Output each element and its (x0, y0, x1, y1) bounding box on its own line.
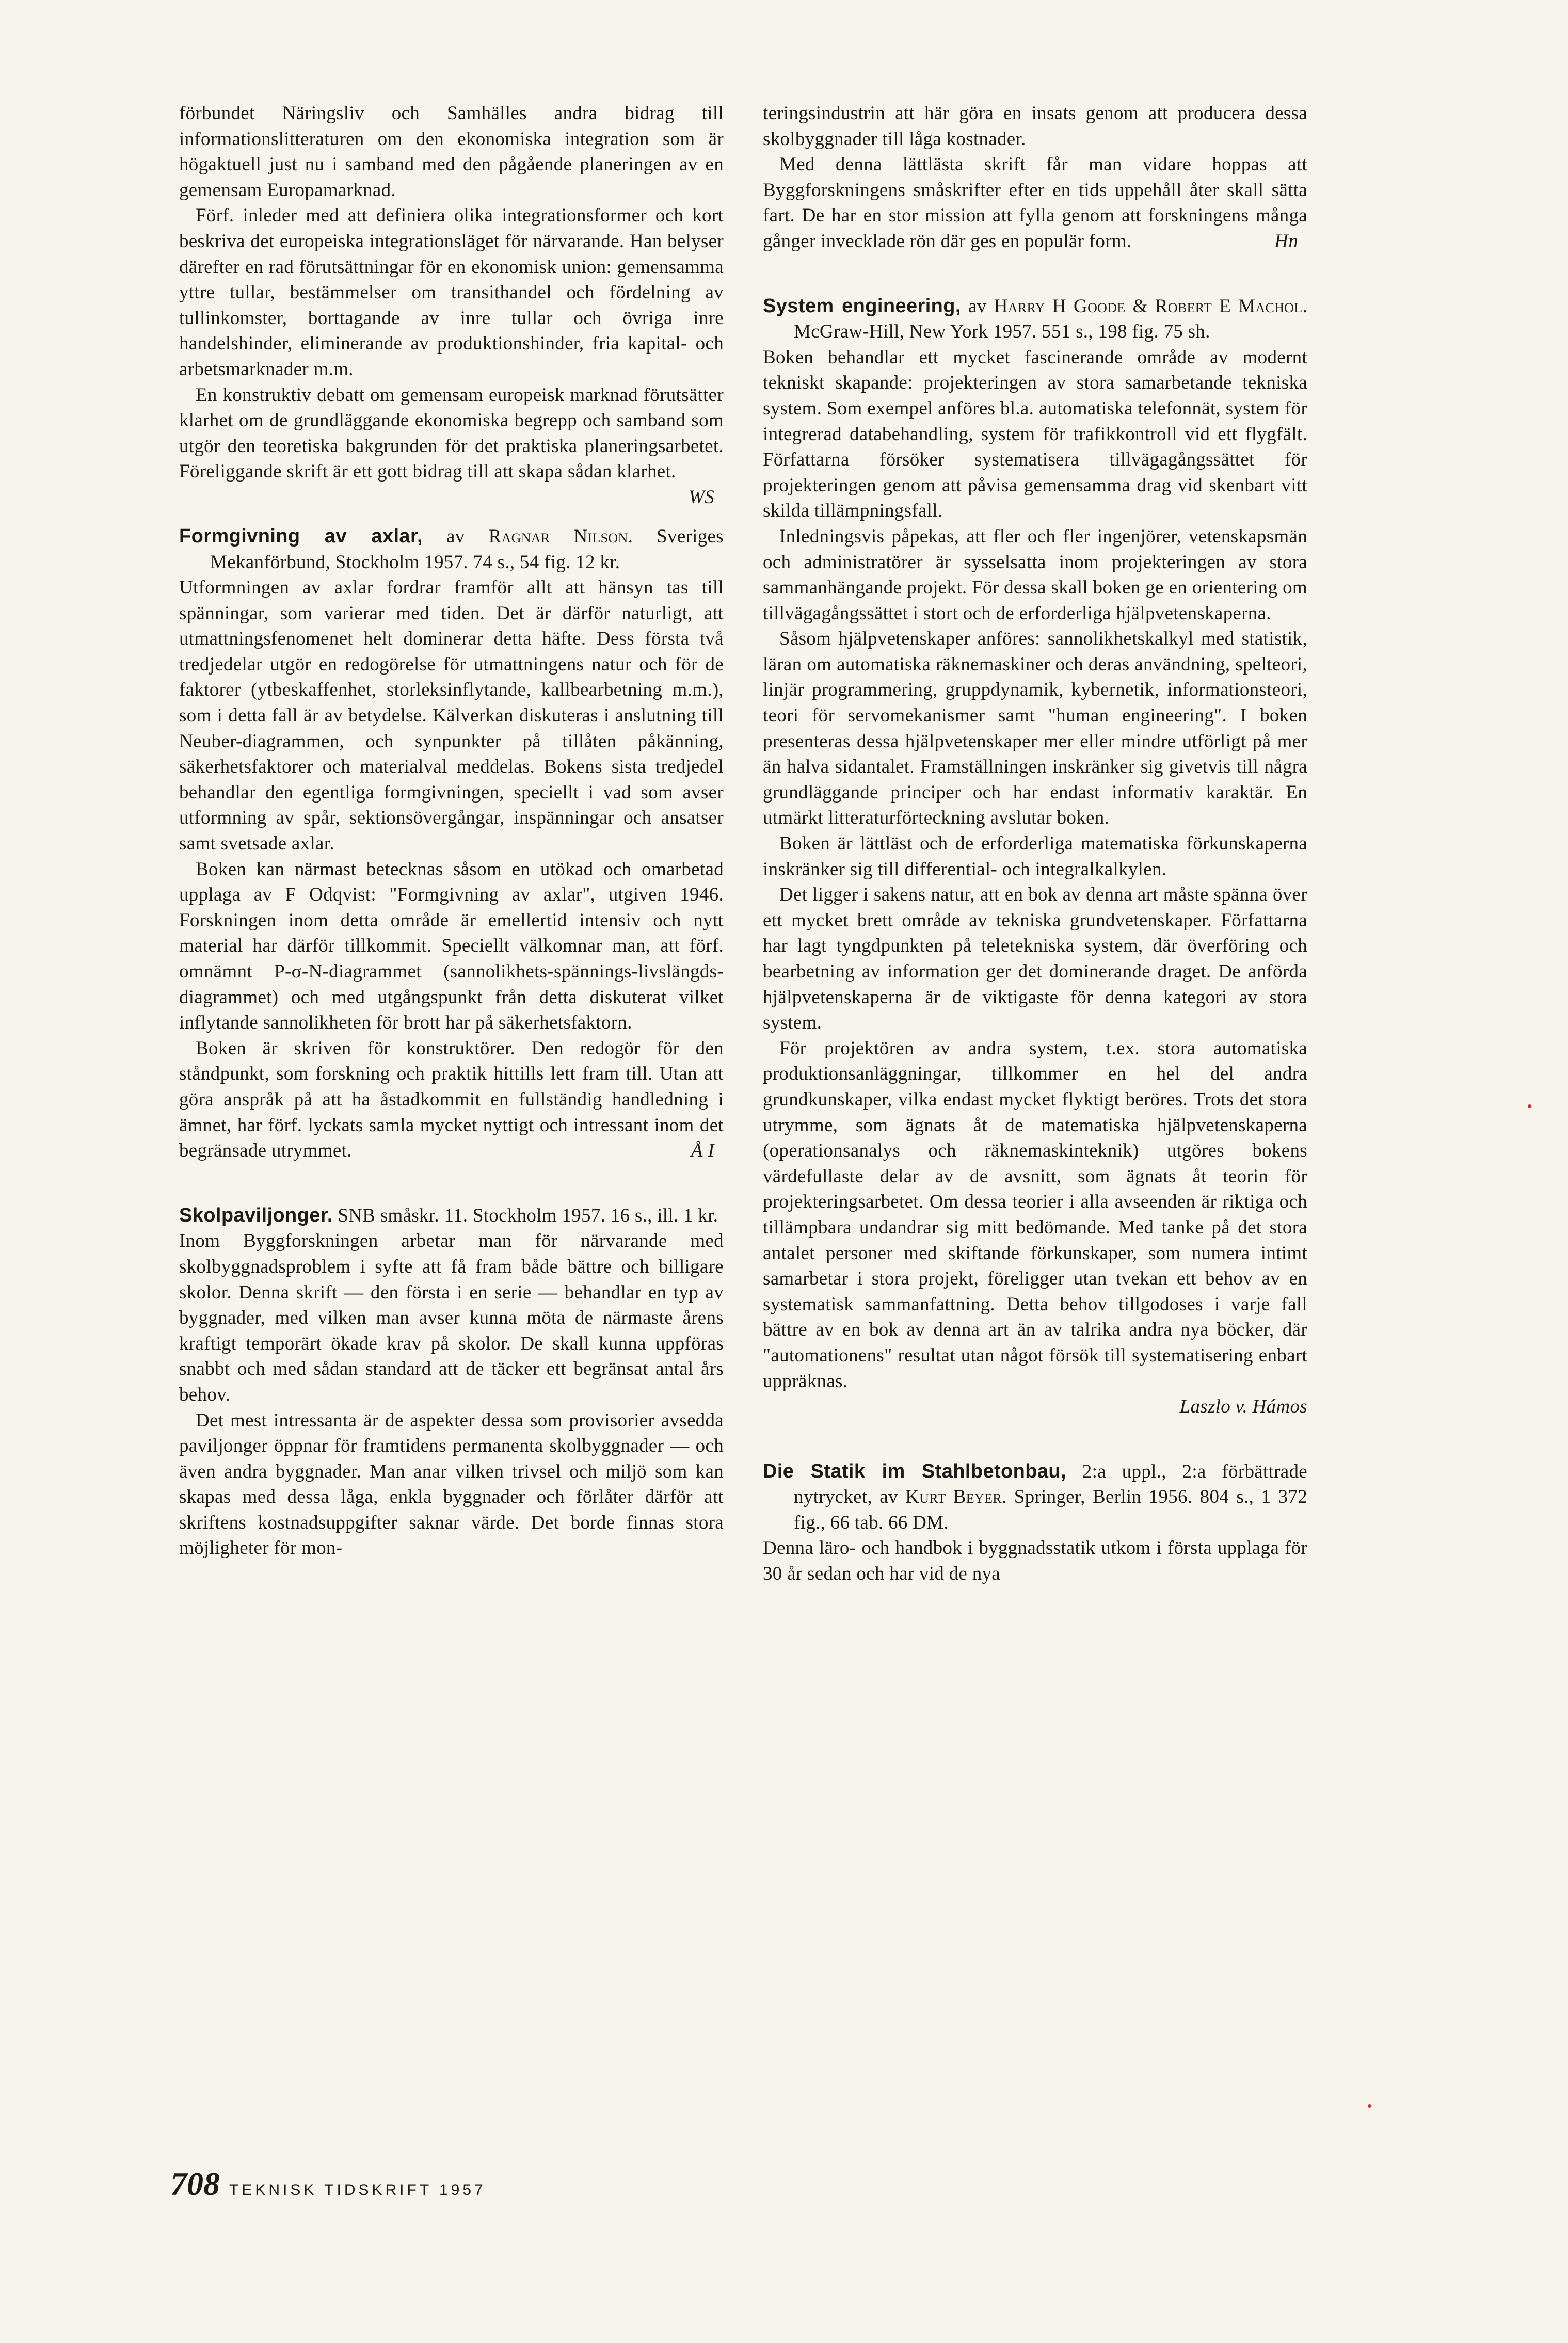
review-details: Sveriges Mekanförbund, Stockholm 1957. 74 s., 54 fig. 12 kr. (210, 525, 724, 573)
review-paragraph: Utformningen av axlar fordrar framför allt att hänsyn tas till spänningar, som varierar med tiden. Det är därför naturligt, att utmattningsfenomenet helt dominerar detta häfte. Dess första två tredjedelar utgör en redogörelse för utmattningens natur och för de faktorer (ytbeskaffenhet, storleksinflytande, kallbearbetning m.m.), som i detta fall är av betydelse. Kälverkan diskuteras i anslutning till Neuber-diagrammen, och synpunkter på tillåten påkänning, säkerhetsfaktorer och materialval meddelas. Bokens sista tredjedel behandlar den egentliga formgivningen, speciellt i vad som avser utformning av spår, sektionsövergångar, inspänningar och ansatser samt svetsade axlar. (179, 577, 724, 855)
review-paragraph: Det ligger i sakens natur, att en bok av denna art måste spänna över ett mycket brett område av tekniska grundvetenskaper. Författarna har lagt tyngdpunkten på teletekniska system, där överföring och bearbetning av information ger det dominerande draget. De anförda hjälpvetenskaperna är de viktigaste för denna kategori av stora system. (763, 884, 1307, 1034)
review-by: av (446, 525, 465, 547)
review-formgivning (179, 524, 724, 1164)
review-author: Kurt Beyer. (905, 1486, 1007, 1508)
review-paragraph: Såsom hjälpvetenskaper anföres: sannolikhetskalkyl med statistik, läran om automatiska räknemaskiner och deras användning, spelteori, linjär programmering, gruppdynamik, kybernetik, informationsteori, teori för servomekanismer samt "human engineering". I boken presenteras dessa hjälpvetenskaper mer eller mindre utförligt på mer än halva sidantalet. Framställningen inskränker sig givetvis till några grundläggande principer och har endast informativ karaktär. En utmärkt litteraturförteckning avslutar boken. (763, 628, 1307, 829)
review-paragraph: Denna läro- och handbok i byggnadsstatik utkom i första upplaga för 30 år sedan och har vid de nya (763, 1537, 1307, 1585)
page-footer (170, 2165, 486, 2203)
journal-name: TEKNISK TIDSKRIFT 1957 (229, 2181, 486, 2198)
intro-paragraph: förbundet Näringsliv och Samhälles andra bidrag till informationslitteraturen om den ekonomiska integration som är högaktuell just nu i samband med den pågående planeringen av en gemensam Europamarknad. (179, 103, 724, 201)
review-paragraph: Boken kan närmast betecknas såsom en utökad och omarbetad upplaga av F Odqvist: "Formgivning av axlar", utgiven 1946. Forskningen inom detta område är emellertid intensiv och nytt material har därför tillkommit. Speciellt välkomnar man, att förf. omnämnt P-σ-N-diagrammet (sannolikhets-spännings-livslängds-diagrammet) och med utgångspunkt från detta diskuterat vilket inflytande sannolikheten för brott har på säkerhetsfaktorn. (179, 858, 724, 1034)
review-title: Die Statik im Stahlbetonbau, (763, 1460, 1066, 1482)
review-paragraph: För projektören av andra system, t.ex. stora automatiska produktionsanläggningar, tillkommer en hel del andra grundkunskaper, vilka endast mycket flyktigt beröres. Trots det stora utrymme, som ägnats åt de matematiska hjälpvetenskaperna (operationsanalys och räknemaskinteknik) utgöres bokens värdefullaste delar av de avsnitt, som ägnats åt teorin för projekteringsarbetet. Om dessa teorier i alla avseenden är riktiga och tillämpbara undandrar sig mitt bedömande. Med tanke på det stora antalet personer med skiftande förkunskaper, som numera intimt samarbetar i stora projekt, föreligger utan tvekan ett behov av en systematisk sammanfattning. Detta behov tillgodoses i varje fall bättre av en bok av denna art än av talrika andra nya böcker, där "automationens" resultat utan något försök till systematisering enbart uppräknas. (763, 1037, 1307, 1392)
continuation-paragraph-text: Med denna lättlästa skrift får man vidare hoppas att Byggforskningens småskrifter efter en tids uppehåll åter skall sätta fart. De har en stor mission att fylla genom att forskningens många gånger invecklade rön där ges en populär form. (763, 154, 1307, 252)
review-paragraph-text: Boken är skriven för konstruktörer. Den redogör för den ståndpunkt, som forskning och praktik hittills lett fram till. Utan att göra anspråk på att ha åstadkommit en fullständig handledning i ämnet, har förf. lyckats samla mycket nyttigt och intressant inom det begränsade utrymmet. (179, 1037, 724, 1162)
continuation-section (763, 101, 1307, 254)
left-column (179, 101, 724, 1561)
review-paragraph: Boken behandlar ett mycket fascinerande område av modernt tekniskt skapande: projekteringen av stora samarbetande tekniska system. Som exempel anföres bl.a. automatiska telefonnät, system för integrerad databehandling, system för trafikkontroll vid ett flygfält. Författarna försöker systematisera tillvägagångssättet för projekteringen genom att påvisa gemensamma drag vid skenbart vitt skilda tillämpningsfall. (763, 346, 1307, 522)
review-heading (763, 294, 1307, 345)
reviewer-signature: WS (689, 486, 714, 508)
review-skolpaviljonger (179, 1203, 724, 1561)
print-mark (1368, 2104, 1371, 2108)
reviewer-signature: Laszlo v. Hámos (1179, 1396, 1307, 1418)
review-details: 2:a uppl., 2:a förbättrade nytrycket, av (794, 1461, 1308, 1508)
review-paragraph: Det mest intressanta är de aspekter dessa som provisorier avsedda paviljonger öppnar för framtidens permanenta skolbyggnader — och även andra byggnader. Man anar vilken trivsel och miljö som kan skapas med dessa låga, enkla byggnader och förlåter därför att skriftens kostnadsuppgifter saknar värde. Det borde finnas stora möjligheter för mon- (179, 1409, 724, 1559)
intro-section (179, 101, 724, 508)
review-paragraph: Boken är lättläst och de erforderliga matematiska förkunskaperna inskränker sig till differential- och integralkalkylen. (763, 833, 1307, 880)
right-column (763, 101, 1307, 1587)
intro-paragraph: Förf. inleder med att definiera olika integrationsformer och kort beskriva det europeiska integrationsläget för närvarande. Han belyser därefter en rad förutsättningar för en ekonomisk union: gemensamma yttre tullar, bestämmelser om transithandel och fördelning av tullinkomster, borttagande av inre tullar och övriga inre handelshinder, eliminerande av produktionshinder, fria kapital- och arbetsmarknader m.m. (179, 205, 724, 380)
review-details: SNB småskr. 11. Stockholm 1957. 16 s., ill. 1 kr. (338, 1205, 718, 1226)
review-statik (763, 1459, 1307, 1587)
continuation-paragraph: teringsindustrin att här göra en insats genom att producera dessa skolbyggnader till låga kostnader. (763, 103, 1307, 150)
review-heading (179, 1203, 724, 1229)
page-number: 708 (170, 2165, 220, 2202)
review-title: Skolpaviljonger. (179, 1204, 333, 1226)
review-heading (763, 1459, 1307, 1536)
review-paragraph: Inledningsvis påpekas, att fler och fler ingenjörer, vetenskapsmän och administratörer är sysselsatta inom projekteringen av stora sammanhängande projekt. För dessa skall boken ge en orientering om tillvägagångssättet i stort och de erforderliga hjälpvetenskaperna. (763, 525, 1307, 624)
reviewer-signature: Å I (691, 1140, 714, 1162)
review-heading (179, 524, 724, 575)
review-author: Harry H Goode & Robert E Machol. (994, 295, 1307, 317)
review-paragraph: Inom Byggforskningen arbetar man för närvarande med skolbyggnadsproblem i syfte att få fram både bättre och billigare skolor. Denna skrift — den första i en serie — behandlar en typ av byggnader, med vilken man avser kunna möta de närmaste årens kraftigt temporärt ökade krav på skolor. De skall kunna uppföras snabbt och med sådan standard att de täcker ett begränsat antal års behov. (179, 1230, 724, 1405)
review-by: av (968, 295, 987, 317)
review-system-engineering (763, 294, 1307, 1420)
reviewer-signature: Hn (1274, 230, 1298, 252)
review-title: Formgivning av axlar, (179, 525, 423, 547)
review-paragraph (179, 1036, 724, 1164)
continuation-paragraph (763, 152, 1307, 254)
review-details: McGraw-Hill, New York 1957. 551 s., 198 fig. 75 sh. (794, 321, 1210, 343)
intro-paragraph-text: En konstruktiv debatt om gemensam europeisk marknad förutsätter klarhet om de grundläggande ekonomiska begrepp och samband som utgör den teoretiska bakgrunden för det praktiska planeringsarbetet. Föreliggande skrift är ett gott bidrag till att skapa sådan klarhet. (179, 384, 724, 483)
review-title: System engineering, (763, 295, 961, 317)
review-details: Springer, Berlin 1956. 804 s., 1 372 fig., 66 tab. 66 DM. (794, 1486, 1307, 1533)
intro-paragraph (179, 382, 724, 508)
review-author: Ragnar Nilson. (488, 525, 633, 547)
print-mark (1528, 1104, 1531, 1108)
